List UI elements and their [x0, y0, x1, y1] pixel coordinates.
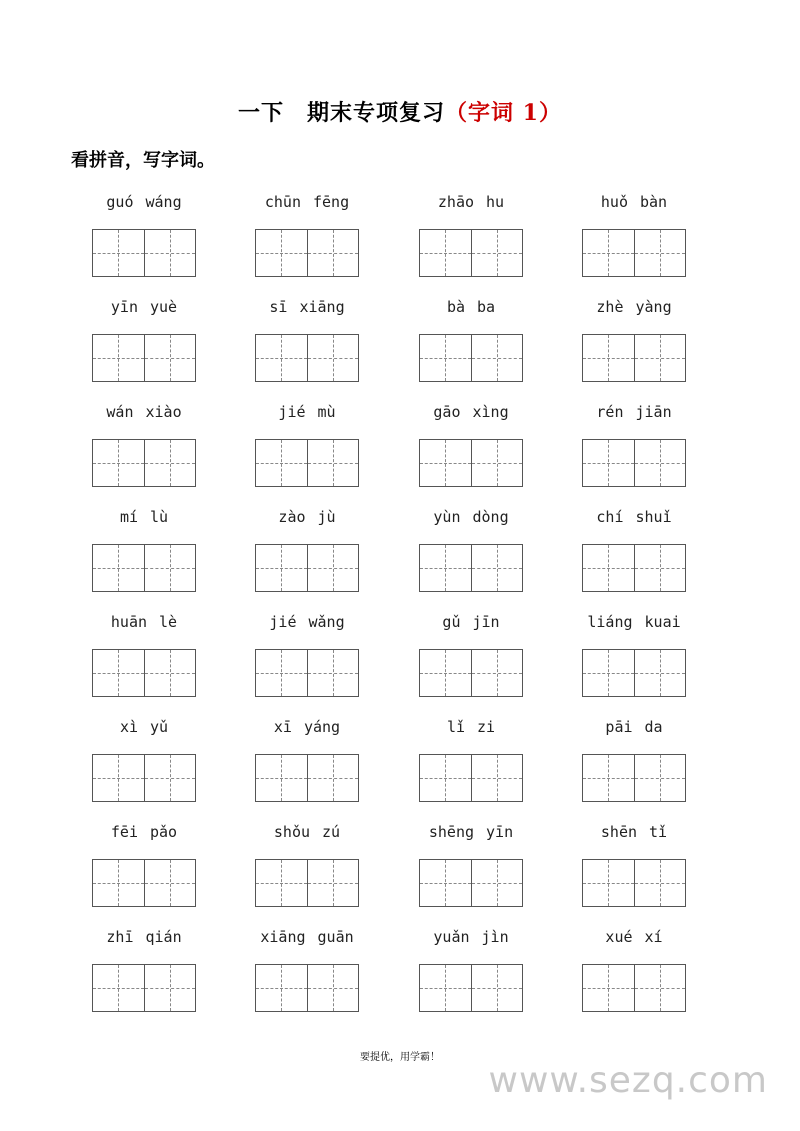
pinyin-syllable: bàn — [640, 193, 668, 211]
pinyin-syllable: xiāng — [299, 298, 345, 316]
tian-zi-ge-cell[interactable] — [256, 230, 307, 276]
writing-boxes — [582, 754, 686, 802]
pinyin-label — [92, 823, 196, 843]
pinyin-syllable: mí — [119, 508, 138, 526]
pinyin-syllable: tǐ — [649, 823, 668, 841]
pinyin-label — [92, 508, 196, 528]
pinyin-syllable: wáng — [145, 193, 182, 211]
tian-zi-ge-cell[interactable] — [420, 335, 471, 381]
tian-zi-ge-cell[interactable] — [420, 650, 471, 696]
pinyin-syllable: xiāng — [260, 928, 306, 946]
pinyin-syllable: kuai — [644, 613, 681, 631]
tian-zi-ge-cell[interactable] — [307, 965, 359, 1011]
tian-zi-ge-cell[interactable] — [93, 860, 144, 906]
tian-zi-ge-cell[interactable] — [634, 440, 686, 486]
tian-zi-ge-cell[interactable] — [93, 650, 144, 696]
writing-boxes — [582, 649, 686, 697]
writing-boxes — [419, 649, 523, 697]
pinyin-label — [582, 718, 686, 738]
tian-zi-ge-cell[interactable] — [583, 965, 634, 1011]
pinyin-syllable: xí — [644, 928, 663, 946]
pinyin-label — [582, 193, 686, 213]
pinyin-syllable: fēng — [313, 193, 350, 211]
pinyin-label — [255, 508, 359, 528]
writing-boxes — [255, 964, 359, 1012]
pinyin-syllable: yīn — [486, 823, 514, 841]
writing-boxes — [419, 544, 523, 592]
writing-boxes — [419, 964, 523, 1012]
pinyin-label — [92, 718, 196, 738]
pinyin-syllable: zhè — [596, 298, 624, 316]
tian-zi-ge-cell[interactable] — [420, 545, 471, 591]
tian-zi-ge-cell[interactable] — [583, 335, 634, 381]
writing-boxes — [92, 754, 196, 802]
writing-boxes — [92, 649, 196, 697]
pinyin-label — [419, 928, 523, 948]
writing-boxes — [582, 964, 686, 1012]
pinyin-syllable: guó — [106, 193, 134, 211]
pinyin-syllable: xìng — [472, 403, 509, 421]
tian-zi-ge-cell[interactable] — [634, 650, 686, 696]
pinyin-syllable: chūn — [264, 193, 301, 211]
tian-zi-ge-cell[interactable] — [307, 335, 359, 381]
tian-zi-ge-cell[interactable] — [144, 545, 196, 591]
pinyin-label — [582, 508, 686, 528]
pinyin-label — [582, 613, 686, 633]
pinyin-syllable: zào — [278, 508, 306, 526]
pinyin-syllable: lǐ — [446, 718, 465, 736]
tian-zi-ge-cell[interactable] — [634, 860, 686, 906]
tian-zi-ge-cell[interactable] — [307, 755, 359, 801]
writing-boxes — [255, 649, 359, 697]
pinyin-label — [255, 928, 359, 948]
pinyin-syllable: lù — [150, 508, 169, 526]
pinyin-syllable: xiào — [145, 403, 182, 421]
writing-boxes — [255, 544, 359, 592]
tian-zi-ge-cell[interactable] — [307, 440, 359, 486]
tian-zi-ge-cell[interactable] — [634, 545, 686, 591]
pinyin-syllable: sī — [269, 298, 288, 316]
pinyin-label — [255, 193, 359, 213]
pinyin-syllable: zú — [322, 823, 341, 841]
pinyin-syllable: da — [644, 718, 663, 736]
writing-boxes — [419, 229, 523, 277]
pinyin-syllable: yīn — [110, 298, 138, 316]
writing-boxes — [92, 439, 196, 487]
pinyin-syllable: qián — [145, 928, 182, 946]
pinyin-label — [582, 298, 686, 318]
tian-zi-ge-cell[interactable] — [420, 755, 471, 801]
tian-zi-ge-cell[interactable] — [634, 755, 686, 801]
pinyin-syllable: yuǎn — [433, 928, 470, 946]
instruction-heading: 看拼音，写字词。 — [71, 150, 215, 171]
pinyin-syllable: xì — [119, 718, 138, 736]
tian-zi-ge-cell[interactable] — [307, 230, 359, 276]
pinyin-syllable: yùn — [433, 508, 461, 526]
pinyin-label — [255, 403, 359, 423]
pinyin-label — [92, 403, 196, 423]
tian-zi-ge-cell[interactable] — [471, 335, 523, 381]
pinyin-syllable: huǒ — [600, 193, 628, 211]
tian-zi-ge-cell[interactable] — [307, 650, 359, 696]
tian-zi-ge-cell[interactable] — [420, 965, 471, 1011]
tian-zi-ge-cell[interactable] — [471, 965, 523, 1011]
writing-boxes — [419, 439, 523, 487]
writing-boxes — [92, 859, 196, 907]
pinyin-syllable: ba — [477, 298, 496, 316]
pinyin-label — [255, 298, 359, 318]
watermark: www.sezq.com — [488, 1060, 768, 1101]
pinyin-syllable: pāi — [605, 718, 633, 736]
pinyin-label — [255, 823, 359, 843]
pinyin-label — [92, 928, 196, 948]
title-main: 一下 期末专项复习 — [238, 100, 446, 126]
tian-zi-ge-cell[interactable] — [93, 440, 144, 486]
writing-boxes — [419, 859, 523, 907]
tian-zi-ge-cell[interactable] — [583, 440, 634, 486]
tian-zi-ge-cell[interactable] — [256, 440, 307, 486]
pinyin-syllable: dòng — [472, 508, 509, 526]
tian-zi-ge-cell[interactable] — [634, 230, 686, 276]
pinyin-label — [582, 823, 686, 843]
pinyin-label — [419, 823, 523, 843]
pinyin-syllable: guān — [317, 928, 354, 946]
writing-boxes — [582, 229, 686, 277]
pinyin-syllable: bà — [446, 298, 465, 316]
writing-boxes — [92, 544, 196, 592]
pinyin-label — [582, 403, 686, 423]
tian-zi-ge-cell[interactable] — [420, 860, 471, 906]
tian-zi-ge-cell[interactable] — [93, 230, 144, 276]
writing-boxes — [255, 439, 359, 487]
writing-boxes — [582, 544, 686, 592]
pinyin-syllable: jié — [269, 613, 297, 631]
pinyin-syllable: xī — [273, 718, 292, 736]
pinyin-label — [419, 613, 523, 633]
writing-boxes — [255, 229, 359, 277]
tian-zi-ge-cell[interactable] — [144, 965, 196, 1011]
pinyin-label — [92, 193, 196, 213]
pinyin-label — [419, 193, 523, 213]
pinyin-syllable: mù — [317, 403, 336, 421]
pinyin-syllable: pǎo — [150, 823, 178, 841]
pinyin-syllable: yuè — [150, 298, 178, 316]
pinyin-syllable: hu — [486, 193, 505, 211]
tian-zi-ge-cell[interactable] — [307, 860, 359, 906]
tian-zi-ge-cell[interactable] — [471, 545, 523, 591]
pinyin-syllable: wǎng — [308, 613, 345, 631]
tian-zi-ge-cell[interactable] — [583, 650, 634, 696]
tian-zi-ge-cell[interactable] — [471, 230, 523, 276]
pinyin-label — [255, 718, 359, 738]
pinyin-syllable: shēn — [600, 823, 638, 841]
tian-zi-ge-cell[interactable] — [256, 965, 307, 1011]
tian-zi-ge-cell[interactable] — [144, 860, 196, 906]
tian-zi-ge-cell[interactable] — [256, 860, 307, 906]
pinyin-label — [419, 508, 523, 528]
tian-zi-ge-cell[interactable] — [420, 230, 471, 276]
tian-zi-ge-cell[interactable] — [583, 755, 634, 801]
tian-zi-ge-cell[interactable] — [634, 965, 686, 1011]
tian-zi-ge-cell[interactable] — [583, 230, 634, 276]
tian-zi-ge-cell[interactable] — [471, 755, 523, 801]
pinyin-syllable: xué — [605, 928, 633, 946]
pinyin-syllable: wán — [106, 403, 134, 421]
pinyin-syllable: shǒu — [273, 823, 311, 841]
writing-boxes — [582, 859, 686, 907]
pinyin-syllable: jiān — [635, 403, 672, 421]
writing-boxes — [255, 859, 359, 907]
tian-zi-ge-cell[interactable] — [307, 545, 359, 591]
tian-zi-ge-cell[interactable] — [144, 650, 196, 696]
pinyin-syllable: fēi — [110, 823, 138, 841]
pinyin-label — [582, 928, 686, 948]
tian-zi-ge-cell[interactable] — [256, 335, 307, 381]
pinyin-label — [255, 613, 359, 633]
pinyin-label — [92, 298, 196, 318]
pinyin-label — [419, 298, 523, 318]
writing-boxes — [582, 334, 686, 382]
tian-zi-ge-cell[interactable] — [256, 755, 307, 801]
tian-zi-ge-cell[interactable] — [471, 650, 523, 696]
pinyin-syllable: liáng — [587, 613, 633, 631]
writing-boxes — [255, 334, 359, 382]
writing-boxes — [255, 754, 359, 802]
pinyin-syllable: chí — [596, 508, 624, 526]
pinyin-syllable: huān — [110, 613, 148, 631]
pinyin-syllable: zhāo — [437, 193, 475, 211]
tian-zi-ge-cell[interactable] — [471, 440, 523, 486]
pinyin-syllable: jìn — [481, 928, 509, 946]
tian-zi-ge-cell[interactable] — [583, 545, 634, 591]
pinyin-syllable: shēng — [428, 823, 475, 841]
tian-zi-ge-cell[interactable] — [144, 755, 196, 801]
tian-zi-ge-cell[interactable] — [93, 755, 144, 801]
tian-zi-ge-cell[interactable] — [256, 545, 307, 591]
writing-boxes — [419, 754, 523, 802]
pinyin-syllable: gāo — [433, 403, 461, 421]
pinyin-syllable: jù — [317, 508, 336, 526]
pinyin-syllable: yǔ — [150, 718, 169, 736]
pinyin-syllable: zhī — [106, 928, 134, 946]
writing-boxes — [92, 334, 196, 382]
tian-zi-ge-cell[interactable] — [93, 965, 144, 1011]
tian-zi-ge-cell[interactable] — [93, 335, 144, 381]
tian-zi-ge-cell[interactable] — [144, 440, 196, 486]
pinyin-syllable: jié — [278, 403, 306, 421]
pinyin-syllable: lè — [159, 613, 178, 631]
tian-zi-ge-cell[interactable] — [93, 545, 144, 591]
pinyin-syllable: jīn — [472, 613, 500, 631]
tian-zi-ge-cell[interactable] — [583, 860, 634, 906]
pinyin-syllable: gǔ — [442, 613, 461, 631]
writing-boxes — [92, 229, 196, 277]
tian-zi-ge-cell[interactable] — [256, 650, 307, 696]
title-highlight: （字词 1） — [445, 100, 562, 126]
footer-slogan: 要提优，用学霸！ — [360, 1052, 440, 1063]
pinyin-label — [92, 613, 196, 633]
writing-boxes — [582, 439, 686, 487]
writing-boxes — [92, 964, 196, 1012]
pinyin-label — [419, 403, 523, 423]
tian-zi-ge-cell[interactable] — [634, 335, 686, 381]
tian-zi-ge-cell[interactable] — [420, 440, 471, 486]
tian-zi-ge-cell[interactable] — [471, 860, 523, 906]
pinyin-syllable: shuǐ — [635, 508, 672, 526]
pinyin-syllable: yáng — [303, 718, 341, 736]
pinyin-syllable: zi — [477, 718, 496, 736]
pinyin-syllable: rén — [596, 403, 624, 421]
pinyin-syllable: yàng — [635, 298, 672, 316]
tian-zi-ge-cell[interactable] — [144, 230, 196, 276]
writing-boxes — [419, 334, 523, 382]
tian-zi-ge-cell[interactable] — [144, 335, 196, 381]
pinyin-label — [419, 718, 523, 738]
